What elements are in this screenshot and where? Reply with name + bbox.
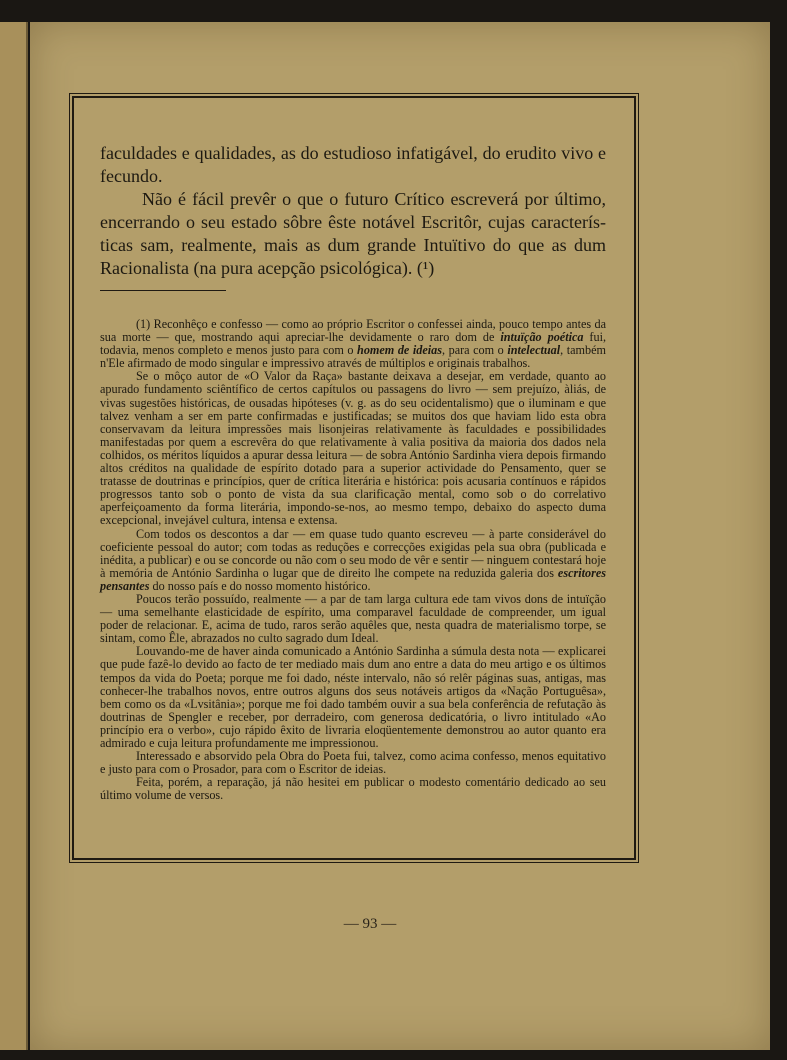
footnote-text: , também n'Ele afirmado de modo singular e impressivo através de múltiplos e originais trabalhos. (100, 343, 606, 371)
footnote-emphasis: homem de ideias (357, 343, 443, 358)
footnote-text: do nosso país e do nosso momento histórico. (149, 578, 371, 593)
footnote-1 (100, 318, 606, 370)
footnote-emphasis: escritores pensantes (100, 565, 606, 593)
footnote-paragraph: Louvando-me de haver ainda comunicado a António Sardinha a súmula desta nota — explicarei que pude fazê-lo devido ao facto de ter mediado mais dum ano entre a data do meu artigo e os últimos tempos da vida do Poeta; porque me foi dado, néste intervalo, não só relêr páginas suas, antigas, mas conhecer-lhe trabalhos novos, entre outros alguns dos seus notáveis artigos da «Nação Portuguêsa», bem como os da «Lvsitânia»; porque me foi dado também ouvir a sua bela conferência de refutação às doutrinas de Spengler e receber, por derradeiro, com generosa dedicatória, o livro intitulado «Ao princípio era o verbo», cujo rápido êxito de livraria eloqüentemente demonstrou ao autor quanto era admirado e cuja leitura profundamente me impressionou. (100, 644, 606, 750)
footnote-text: Com todos os descontos a dar — em quase tudo quanto escreveu — à parte considerável do coeficiente pessoal do autor; com todas as reduções e correcções exigidas pela sua obra (publicada e inédita, a publicar) e ou se concorde ou não com o seu modo de vêr e sentir — ninguem contestará hoje à memória de António Sardinha o lugar que de direito lhe compete na reduzida galeria dos (100, 526, 606, 580)
footnote-paragraph: Interessado e absorvido pela Obra do Poeta fui, talvez, como acima confesso, menos equitativo e justo para com o Prosador, para com o Escritor de ideias. (100, 749, 606, 777)
footnote-paragraph: Feita, porém, a reparação, já não hesitei em publicar o modesto comentário dedicado ao seu último volume de versos. (100, 775, 606, 803)
footnote-text: , para com o (442, 343, 508, 358)
footnote-text: fui, todavia, menos completo e menos justo para com o (100, 330, 607, 358)
footnote-emphasis: intuïção poética (500, 330, 584, 345)
paragraph-2: Não é fácil prevêr o que o futuro Crítico escreverá por último, encerrando o seu estado sôbre êste notável Escritôr, cujas características sam, realmente, mais as dum grande Intuïtivo do que as dum Racionalista (na pura acepção psicológica). (¹) (100, 189, 606, 278)
footnote-emphasis: intelectual (507, 343, 561, 358)
adjacent-page-edge (0, 22, 28, 1050)
footnote-text: (1) Reconhêço e confesso — como ao próprio Escritor o confessei ainda, pouco tempo antes da sua morte — que, mostrando aqui apreciar-lhe devidamente o raro dom de (100, 317, 606, 345)
footnote-block (100, 318, 606, 802)
main-text (100, 142, 606, 280)
footnote-paragraph: Se o môço autor de «O Valor da Raça» bastante deixava a desejar, em verdade, quanto ao apurado fundamento sciêntífico de certos capítulos ou passagens do livro — sem prejuízo, àliás, de vivas sugestões históricas, de ousadas hipóteses (v. g. as do seu ocidentalismo) que o iluminam e que talvez venham a ser em parte confirmadas e justificadas; se muitos dos que haviam lido esta obra conservavam da leitura impressões mais lisonjeiras relativamente às faculdades e possibilidades manifestadas por quem a escrevêra do que relativamente à valia positiva da maioria dos dados nela colhidos, os méritos líquidos a apurar dessa leitura — de sobra António Sardinha viera depois firmando altos créditos na qualidade de espírito dotado para a superior actividade do Pensamento, quer se tratasse de doutrinas e princípios, quer de crítica literária e histórica: pois acusaria contínuos e rápidos progressos tanto sob o ponto de vista da sua clarificação mental, como sob o do correlativo aperfeiçoamento da forma literária, impondo-se-nos, ao mesmo tempo, debaixo do aspecto duma excepcional, invejável cultura, intensa e extensa. (100, 369, 606, 528)
footnote-paragraph: Poucos terão possuído, realmente — a par de tam larga cultura ede tam vivos dons de intuïção — uma semelhante elasticidade de espírito, uma comparavel faculdade de compreender, um igual poder de relacionar. E, acima de tudo, raros serão aquêles que, nesta quadra de materialismo torpe, se sintam, como Êle, abrazados no culto sagrado dum Ideal. (100, 591, 606, 646)
footnote-paragraph (100, 528, 606, 593)
footnote-separator (100, 290, 226, 291)
page-number: — 93 — (343, 916, 397, 932)
paragraph-1: faculdades e qualidades, as do estudioso infatigável, do erudito vivo e fecundo. (100, 143, 606, 186)
